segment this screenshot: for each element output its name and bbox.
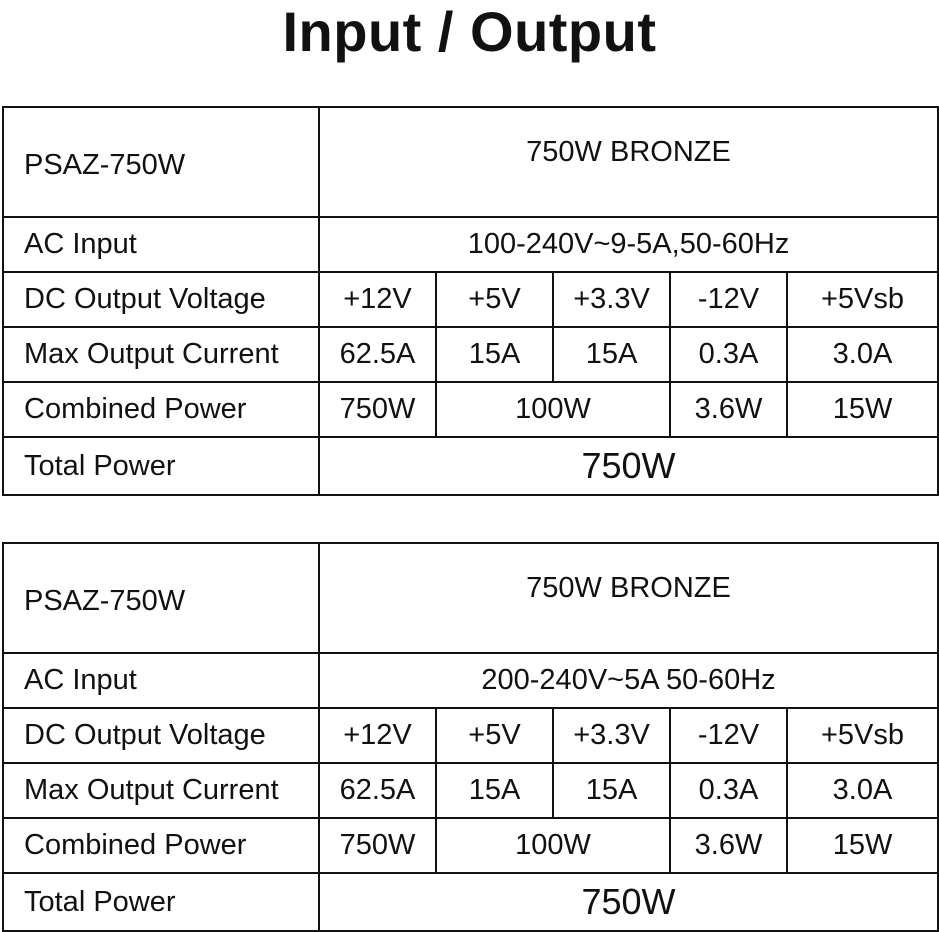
dc-voltage-cell: -12V [670, 272, 787, 327]
ac-input-row [3, 217, 938, 272]
dc-voltage-cell: +5V [436, 708, 553, 763]
max-current-cell: 0.3A [670, 763, 787, 818]
ac-input-label: AC Input [3, 653, 319, 708]
combined-power-label: Combined Power [3, 818, 319, 873]
max-current-cell: 62.5A [319, 327, 436, 382]
dc-voltage-row [3, 708, 938, 763]
max-current-cell: 15A [436, 763, 553, 818]
page-title: Input / Output [282, 0, 657, 63]
model-row [3, 107, 938, 217]
model-name: PSAZ-750W [3, 543, 319, 653]
total-power-row [3, 437, 938, 495]
combined-power-cell: 3.6W [670, 818, 787, 873]
combined-power-row [3, 382, 938, 437]
max-current-cell: 15A [436, 327, 553, 382]
combined-power-row [3, 818, 938, 873]
dc-voltage-row [3, 272, 938, 327]
dc-voltage-cell: +5Vsb [787, 272, 938, 327]
max-current-cell: 0.3A [670, 327, 787, 382]
max-current-label: Max Output Current [3, 763, 319, 818]
dc-voltage-cell: +12V [319, 272, 436, 327]
dc-voltage-cell: +5V [436, 272, 553, 327]
max-current-cell: 62.5A [319, 763, 436, 818]
dc-voltage-label: DC Output Voltage [3, 272, 319, 327]
max-current-row [3, 763, 938, 818]
model-name: PSAZ-750W [3, 107, 319, 217]
max-current-cell: 15A [553, 327, 670, 382]
dc-voltage-label: DC Output Voltage [3, 708, 319, 763]
combined-power-cell: 3.6W [670, 382, 787, 437]
combined-power-cell: 100W [436, 382, 670, 437]
combined-power-label: Combined Power [3, 382, 319, 437]
spec-table-2 [2, 542, 939, 932]
max-current-cell: 3.0A [787, 327, 938, 382]
dc-voltage-cell: +3.3V [553, 272, 670, 327]
model-grade: 750W BRONZE [319, 543, 938, 653]
model-grade: 750W BRONZE [319, 107, 938, 217]
spec-table-1 [2, 106, 939, 496]
max-current-label: Max Output Current [3, 327, 319, 382]
total-power-value: 750W [319, 437, 938, 495]
dc-voltage-cell: +3.3V [553, 708, 670, 763]
dc-voltage-cell: +12V [319, 708, 436, 763]
max-current-cell: 3.0A [787, 763, 938, 818]
combined-power-cell: 15W [787, 382, 938, 437]
max-current-cell: 15A [553, 763, 670, 818]
max-current-row [3, 327, 938, 382]
combined-power-cell: 15W [787, 818, 938, 873]
total-power-value: 750W [319, 873, 938, 931]
total-power-row [3, 873, 938, 931]
combined-power-cell: 750W [319, 382, 436, 437]
total-power-label: Total Power [3, 437, 319, 495]
total-power-label: Total Power [3, 873, 319, 931]
ac-input-value: 100-240V~9-5A,50-60Hz [319, 217, 938, 272]
dc-voltage-cell: -12V [670, 708, 787, 763]
ac-input-value: 200-240V~5A 50-60Hz [319, 653, 938, 708]
ac-input-row [3, 653, 938, 708]
combined-power-cell: 750W [319, 818, 436, 873]
combined-power-cell: 100W [436, 818, 670, 873]
ac-input-label: AC Input [3, 217, 319, 272]
model-row [3, 543, 938, 653]
dc-voltage-cell: +5Vsb [787, 708, 938, 763]
